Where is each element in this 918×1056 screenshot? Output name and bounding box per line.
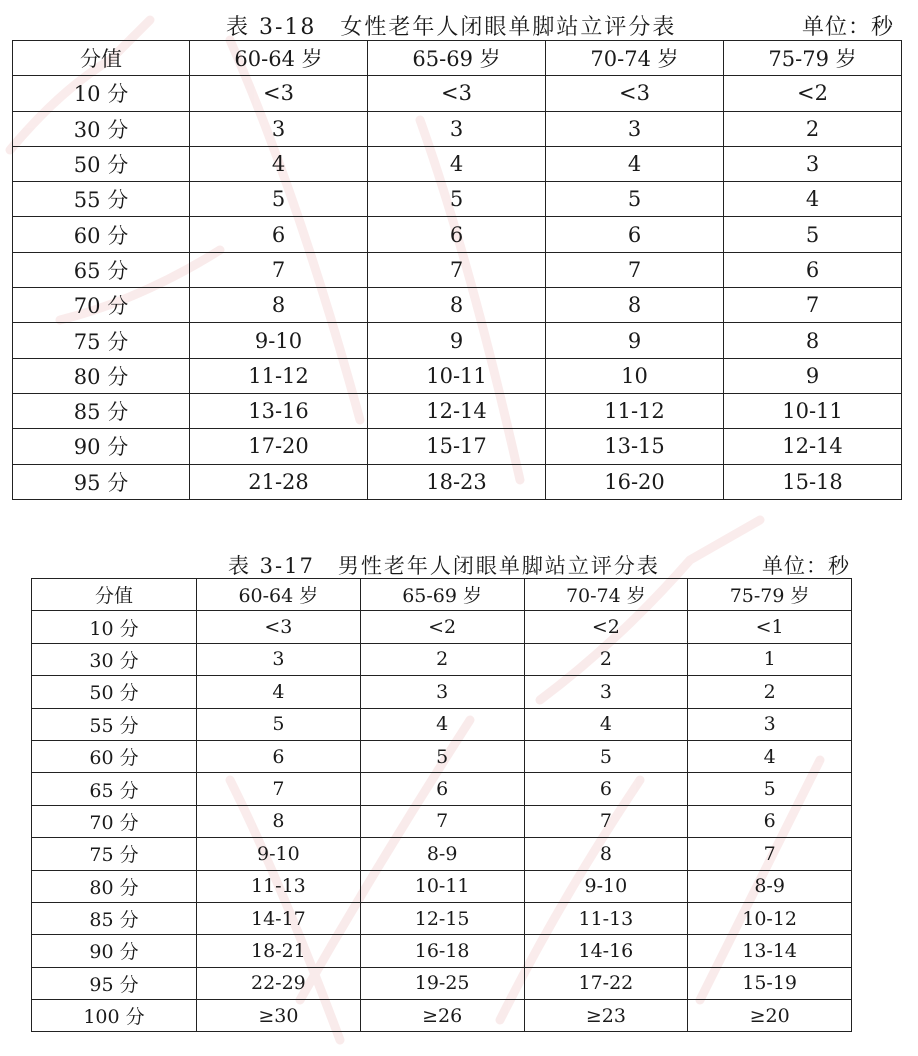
table-row [13, 76, 902, 111]
table-row [32, 1000, 852, 1032]
time-cell: 4 [360, 708, 524, 740]
time-cell: 6 [524, 773, 688, 805]
time-cell: 3 [360, 676, 524, 708]
time-cell: <1 [688, 611, 852, 643]
table-row [13, 146, 902, 181]
time-cell: 1 [688, 643, 852, 675]
table-header-row [32, 579, 852, 611]
table1-unit: 单位：秒 [802, 15, 895, 40]
time-cell: 4 [688, 740, 852, 772]
score-cell: 60 分 [13, 217, 190, 252]
time-cell: 5 [190, 182, 368, 217]
table1-female-scores [12, 40, 902, 500]
time-cell: 11-13 [524, 902, 688, 934]
score-cell: 50 分 [13, 146, 190, 181]
header-cell: 分值 [32, 579, 197, 611]
table-row [13, 358, 902, 393]
table-row [32, 676, 852, 708]
table-row [32, 708, 852, 740]
table-row [13, 323, 902, 358]
time-cell: 18-23 [368, 464, 546, 499]
table-row [32, 935, 852, 967]
table-row [32, 773, 852, 805]
time-cell: 5 [197, 708, 361, 740]
time-cell: 6 [688, 805, 852, 837]
time-cell: 10-11 [724, 393, 902, 428]
time-cell: 22-29 [197, 967, 361, 999]
time-cell: 8-9 [360, 838, 524, 870]
time-cell: 14-17 [197, 902, 361, 934]
time-cell: 15-19 [688, 967, 852, 999]
time-cell: 7 [688, 838, 852, 870]
time-cell: 9 [546, 323, 724, 358]
time-cell: 14-16 [524, 935, 688, 967]
score-cell: 80 分 [13, 358, 190, 393]
time-cell: 5 [724, 217, 902, 252]
time-cell: 6 [546, 217, 724, 252]
score-cell: 95 分 [13, 464, 190, 499]
score-cell: 55 分 [13, 182, 190, 217]
time-cell: 7 [524, 805, 688, 837]
table2-male-scores [31, 578, 852, 1032]
time-cell: 19-25 [360, 967, 524, 999]
time-cell: 10-11 [360, 870, 524, 902]
score-cell: 85 分 [32, 902, 197, 934]
time-cell: 3 [190, 111, 368, 146]
time-cell: ≥20 [688, 1000, 852, 1032]
score-cell: 90 分 [32, 935, 197, 967]
time-cell: 8 [368, 288, 546, 323]
time-cell: 15-17 [368, 429, 546, 464]
time-cell: 5 [368, 182, 546, 217]
time-cell: 3 [688, 708, 852, 740]
time-cell: 4 [197, 676, 361, 708]
time-cell: 8 [724, 323, 902, 358]
time-cell: 5 [360, 740, 524, 772]
score-cell: 30 分 [13, 111, 190, 146]
score-cell: 70 分 [13, 288, 190, 323]
time-cell: <3 [190, 76, 368, 111]
header-cell: 65-69 岁 [360, 579, 524, 611]
time-cell: 7 [197, 773, 361, 805]
table-row [13, 217, 902, 252]
header-cell: 75-79 岁 [724, 41, 902, 76]
table-row [32, 870, 852, 902]
score-cell: 90 分 [13, 429, 190, 464]
time-cell: 10-11 [368, 358, 546, 393]
table-row [13, 429, 902, 464]
time-cell: 7 [546, 252, 724, 287]
time-cell: 12-14 [368, 393, 546, 428]
time-cell: <3 [197, 611, 361, 643]
time-cell: 6 [197, 740, 361, 772]
table-row [32, 967, 852, 999]
time-cell: 12-15 [360, 902, 524, 934]
table-row [13, 288, 902, 323]
time-cell: 7 [368, 252, 546, 287]
score-cell: 75 分 [13, 323, 190, 358]
time-cell: 6 [724, 252, 902, 287]
time-cell: 15-18 [724, 464, 902, 499]
time-cell: 6 [360, 773, 524, 805]
table-row [32, 805, 852, 837]
time-cell: 17-20 [190, 429, 368, 464]
score-cell: 95 分 [32, 967, 197, 999]
score-cell: 65 分 [13, 252, 190, 287]
score-cell: 100 分 [32, 1000, 197, 1032]
time-cell: <2 [360, 611, 524, 643]
time-cell: 16-18 [360, 935, 524, 967]
header-cell: 75-79 岁 [688, 579, 852, 611]
score-cell: 75 分 [32, 838, 197, 870]
time-cell: 9 [368, 323, 546, 358]
time-cell: 5 [546, 182, 724, 217]
table2-title: 表 3-17 男性老年人闭眼单脚站立评分表 [228, 554, 660, 578]
time-cell: 9-10 [524, 870, 688, 902]
time-cell: 2 [360, 643, 524, 675]
time-cell: 8 [546, 288, 724, 323]
time-cell: 3 [724, 146, 902, 181]
table1-caption [0, 10, 918, 38]
score-cell: 60 分 [32, 740, 197, 772]
time-cell: 12-14 [724, 429, 902, 464]
table-row [32, 740, 852, 772]
time-cell: 11-12 [190, 358, 368, 393]
header-cell: 60-64 岁 [190, 41, 368, 76]
table2-unit: 单位：秒 [762, 554, 850, 578]
time-cell: 3 [197, 643, 361, 675]
score-cell: 10 分 [13, 76, 190, 111]
time-cell: 5 [524, 740, 688, 772]
time-cell: 10 [546, 358, 724, 393]
time-cell: 7 [190, 252, 368, 287]
time-cell: 7 [724, 288, 902, 323]
time-cell: 3 [524, 676, 688, 708]
time-cell: ≥30 [197, 1000, 361, 1032]
time-cell: 8 [197, 805, 361, 837]
time-cell: 3 [368, 111, 546, 146]
table-row [13, 111, 902, 146]
header-cell: 65-69 岁 [368, 41, 546, 76]
time-cell: 2 [724, 111, 902, 146]
time-cell: 6 [190, 217, 368, 252]
time-cell: 4 [724, 182, 902, 217]
time-cell: 13-16 [190, 393, 368, 428]
time-cell: <2 [524, 611, 688, 643]
header-cell: 70-74 岁 [524, 579, 688, 611]
time-cell: 4 [546, 146, 724, 181]
time-cell: 3 [546, 111, 724, 146]
score-cell: 65 分 [32, 773, 197, 805]
time-cell: 6 [368, 217, 546, 252]
time-cell: 21-28 [190, 464, 368, 499]
time-cell: 9-10 [190, 323, 368, 358]
score-cell: 50 分 [32, 676, 197, 708]
time-cell: 17-22 [524, 967, 688, 999]
table-row [13, 182, 902, 217]
time-cell: <3 [546, 76, 724, 111]
table-row [32, 611, 852, 643]
time-cell: 8 [190, 288, 368, 323]
time-cell: 4 [524, 708, 688, 740]
time-cell: 13-14 [688, 935, 852, 967]
table-row [13, 393, 902, 428]
time-cell: <2 [724, 76, 902, 111]
time-cell: 11-12 [546, 393, 724, 428]
table-row [13, 464, 902, 499]
header-cell: 60-64 岁 [197, 579, 361, 611]
time-cell: 2 [524, 643, 688, 675]
time-cell: 11-13 [197, 870, 361, 902]
time-cell: 4 [190, 146, 368, 181]
time-cell: <3 [368, 76, 546, 111]
time-cell: 5 [688, 773, 852, 805]
score-cell: 10 分 [32, 611, 197, 643]
time-cell: 13-15 [546, 429, 724, 464]
time-cell: 8 [524, 838, 688, 870]
score-cell: 30 分 [32, 643, 197, 675]
time-cell: 7 [360, 805, 524, 837]
table1-title: 表 3-18 女性老年人闭眼单脚站立评分表 [226, 15, 677, 40]
score-cell: 70 分 [32, 805, 197, 837]
table2-caption [0, 550, 918, 576]
time-cell: 9-10 [197, 838, 361, 870]
header-cell: 70-74 岁 [546, 41, 724, 76]
score-cell: 80 分 [32, 870, 197, 902]
header-cell: 分值 [13, 41, 190, 76]
time-cell: ≥23 [524, 1000, 688, 1032]
score-cell: 85 分 [13, 393, 190, 428]
time-cell: 9 [724, 358, 902, 393]
time-cell: 8-9 [688, 870, 852, 902]
time-cell: ≥26 [360, 1000, 524, 1032]
table-row [13, 252, 902, 287]
time-cell: 10-12 [688, 902, 852, 934]
time-cell: 4 [368, 146, 546, 181]
table-header-row [13, 41, 902, 76]
time-cell: 2 [688, 676, 852, 708]
time-cell: 18-21 [197, 935, 361, 967]
score-cell: 55 分 [32, 708, 197, 740]
table-row [32, 838, 852, 870]
table-row [32, 643, 852, 675]
table-row [32, 902, 852, 934]
time-cell: 16-20 [546, 464, 724, 499]
